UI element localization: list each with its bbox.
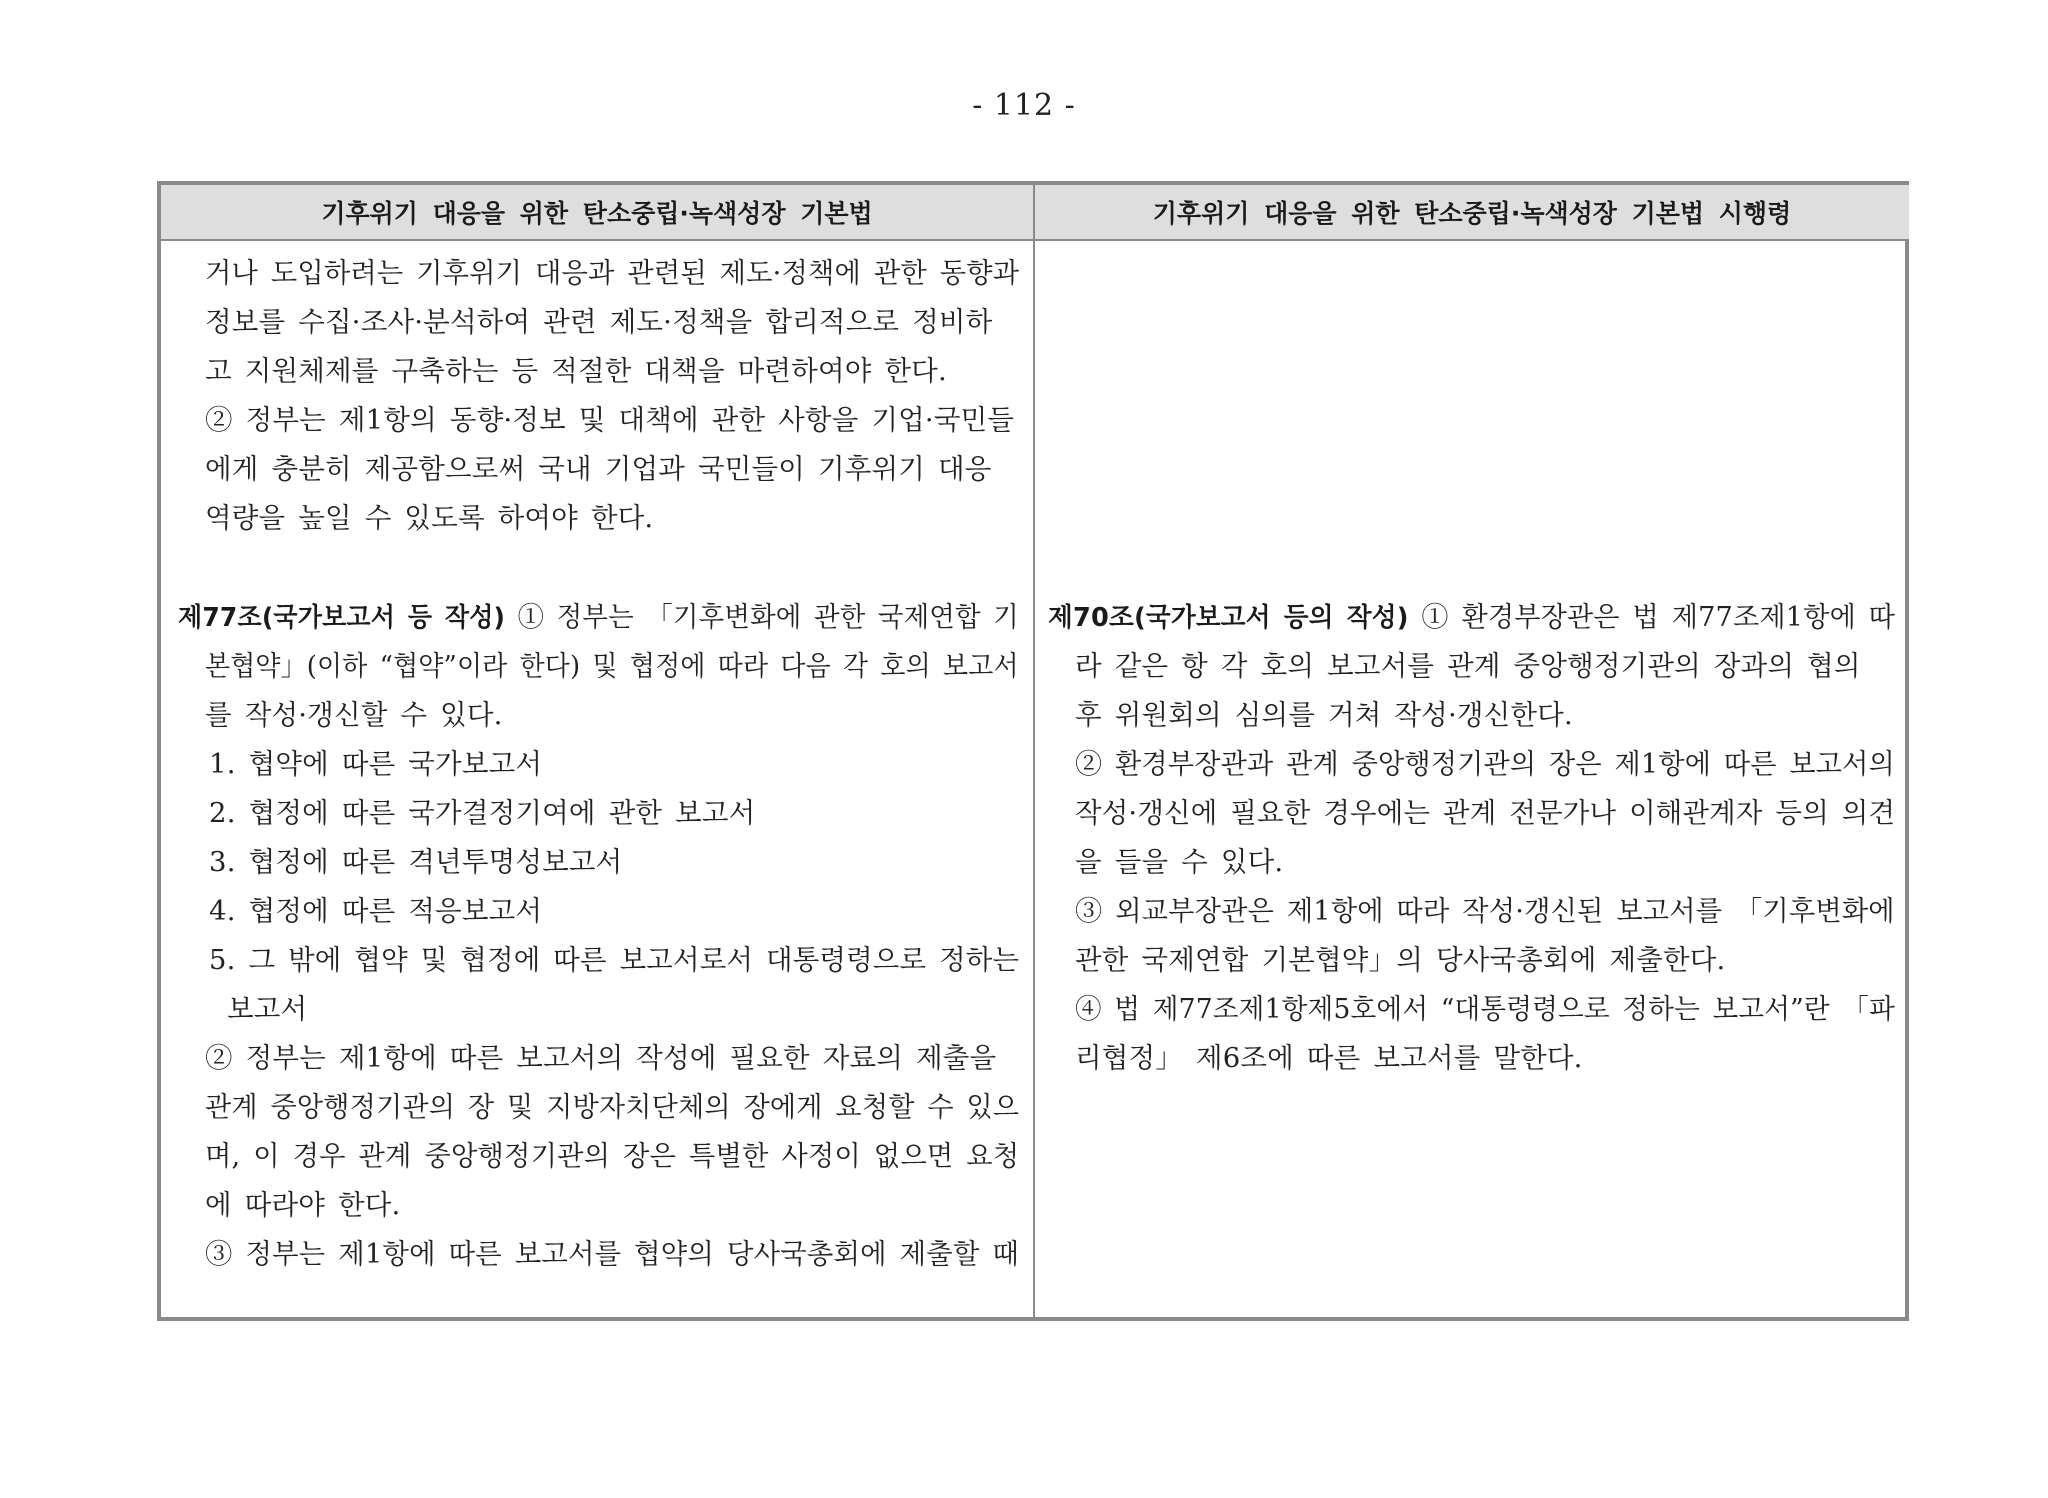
article-70-first-line [1048,599,1895,636]
decree-column [1035,241,1909,1317]
law-text-line: 정보를 수집·조사·분석하여 관련 제도·정책을 합리적으로 정비하 [205,306,993,338]
law-item-line: 5. 그 밖에 협약 및 협정에 따른 보고서로서 대통령령으로 정하는 [209,944,1020,976]
law-text-line: ② 정부는 제1항에 따른 보고서의 작성에 필요한 자료의 제출을 [205,1042,997,1074]
law-text-line: 에게 충분히 제공함으로써 국내 기업과 국민들이 기후위기 대응 [205,453,992,485]
decree-text-line: 을 들을 수 있다. [1075,846,1284,878]
law-text-line: 관계 중앙행정기관의 장 및 지방자치단체의 장에게 요청할 수 있으 [205,1091,1020,1123]
article-70-heading: 제70조(국가보고서 등의 작성) [1048,603,1409,633]
law-column [161,241,1035,1317]
law-text-line: ② 정부는 제1항의 동향·정보 및 대책에 관한 사항을 기업·국민들 [205,404,1015,436]
law-text-line: 며, 이 경우 관계 중앙행정기관의 장은 특별한 사정이 없으면 요청 [205,1140,1020,1172]
law-text-line: 를 작성·갱신할 수 있다. [205,699,503,731]
decree-text-line: ② 환경부장관과 관계 중앙행정기관의 장은 제1항에 따른 보고서의 [1075,748,1895,780]
article-77-heading: 제77조(국가보고서 등 작성) [178,603,506,633]
article-70-intro: ① 환경부장관은 법 제77조제1항에 따 [1408,601,1896,633]
law-item-line: 보고서 [227,993,308,1025]
decree-text-line: 작성·갱신에 필요한 경우에는 관계 전문가나 이해관계자 등의 의견 [1075,797,1896,829]
law-text-line: 에 따라야 한다. [205,1189,401,1221]
law-text-line: 본협약」(이하 “협약”이라 한다) 및 협정에 따라 다음 각 호의 보고서 [205,650,1019,682]
article-77-intro: ① 정부는 「기후변화에 관한 국제연합 기 [505,601,1019,633]
comparison-table [157,181,1909,1321]
law-text-line: 고 지원체제를 구축하는 등 적절한 대책을 마련하여야 한다. [205,355,947,387]
decree-text-line: 후 위원회의 심의를 거쳐 작성·갱신한다. [1075,699,1573,731]
law-text-line: 거나 도입하려는 기후위기 대응과 관련된 제도·정책에 관한 동향과 [205,257,1020,289]
law-item-line: 3. 협정에 따른 격년투명성보고서 [209,846,623,878]
header-enforcement-decree: 기후위기 대응을 위한 탄소중립·녹색성장 기본법 시행령 [1035,185,1909,241]
law-item-line: 4. 협정에 따른 적응보고서 [209,895,543,927]
decree-text-line: 리협정」 제6조에 따른 보고서를 말한다. [1075,1042,1583,1074]
article-77-first-line [178,599,1019,636]
page-number: - 112 - [972,88,1076,123]
decree-text-line: ③ 외교부장관은 제1항에 따라 작성·갱신된 보고서를 「기후변화에 [1075,895,1895,927]
law-item-line: 2. 협정에 따른 국가결정기여에 관한 보고서 [209,797,756,829]
decree-text-line: 라 같은 항 각 호의 보고서를 관계 중앙행정기관의 장과의 협의 [1075,650,1861,682]
decree-text-line: 관한 국제연합 기본협약」의 당사국총회에 제출한다. [1075,944,1726,976]
law-text-line: ③ 정부는 제1항에 따른 보고서를 협약의 당사국총회에 제출할 때 [205,1238,1020,1270]
decree-text-line: ④ 법 제77조제1항제5호에서 “대통령령으로 정하는 보고서”란 「파 [1075,993,1895,1025]
law-text-line: 역량을 높일 수 있도록 하여야 한다. [205,502,654,534]
law-item-line: 1. 협약에 따른 국가보고서 [209,748,543,780]
header-law: 기후위기 대응을 위한 탄소중립·녹색성장 기본법 [161,185,1035,241]
